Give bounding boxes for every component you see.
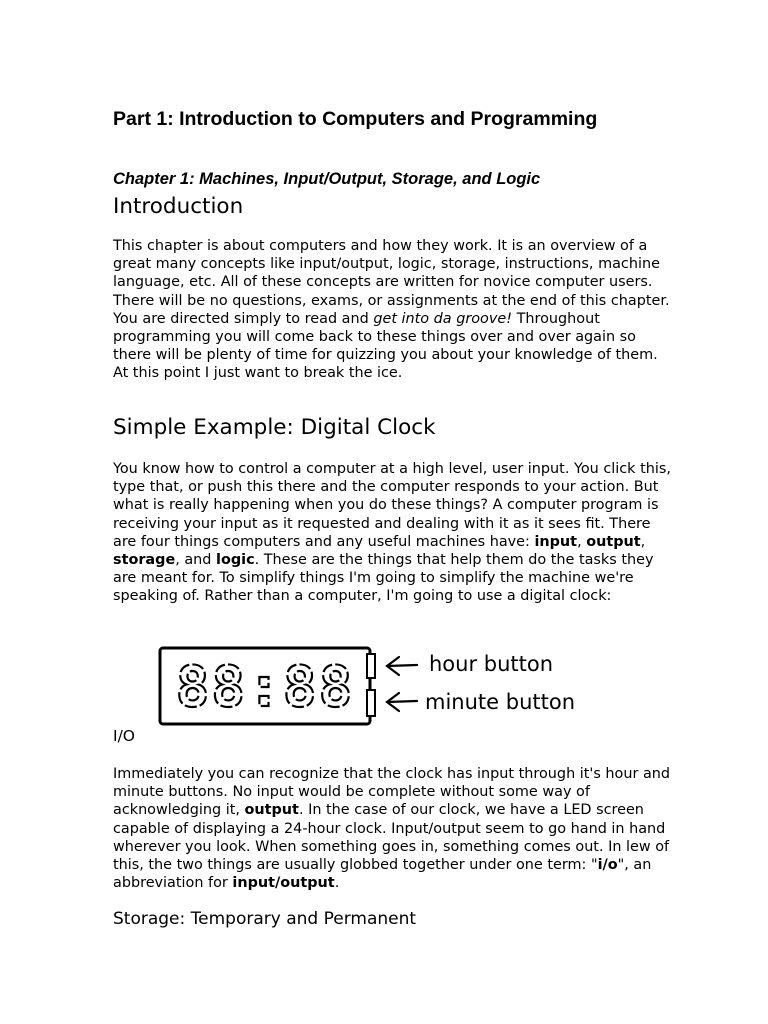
digital-clock-illustration: [155, 640, 625, 728]
io-text-b: . In the case of our clock, we have a LED screen capable of displaying a 24-hour clock. Input/output seem to go hand in hand wherever you look. When something goes in, something comes out. In lew of this, the two things are usually globbed together under one term: ": [113, 802, 670, 874]
digital-clock-heading: Simple Example: Digital Clock: [113, 415, 436, 440]
hour-arrow-icon: [387, 657, 417, 675]
digital-clock-paragraph: [113, 460, 673, 606]
term-output: output: [586, 533, 641, 550]
term-logic: logic: [216, 552, 255, 569]
term-io: i/o: [597, 857, 618, 874]
intro-text-b: Throughout programming you will come back to these things over and over again so there will be plenty of time for quizzing you about your knowledge of them. At this point I just want to break the ice.: [113, 310, 658, 382]
separator: , and: [175, 552, 217, 569]
io-text-c: ", an abbreviation for: [113, 857, 652, 892]
hour-button-label: hour button: [429, 652, 554, 676]
io-text-d: .: [334, 875, 340, 892]
intro-text-a: This chapter is about computers and how they work. It is an overview of a great many concepts like input/output, logic, storage, instructions, machine language, etc. All of these concepts are written for novice computer users. There will be no questions, exams, or assignments at the end of this chapter. You are directed simply to read and: [113, 238, 670, 327]
intro-emphasis: get into da groove!: [373, 310, 512, 327]
clock-text-a: You know how to control a computer at a high level, user input. You click this, type that, or push this there and the computer responds to your action. But what is really happening when you do these things? A computer program is receiving your input as it requested and dealing with it as it sees fit. There are four things computers and any useful machines have:: [113, 461, 671, 550]
separator: ,: [577, 533, 587, 550]
io-heading: I/O: [113, 727, 135, 745]
clock-text-b: . These are the things that help them do the tasks they are meant for. To simplify things I'm going to simplify the machine we're speaking of. Rather than a computer, I'm going to use a digital clock:: [113, 552, 654, 605]
term-input: input: [534, 533, 578, 550]
separator: ,: [640, 533, 646, 550]
term-storage: storage: [113, 552, 176, 569]
term-input-output: input/output: [232, 875, 335, 892]
minute-button: [367, 690, 375, 716]
hour-button: [367, 654, 375, 678]
chapter-title: Chapter 1: Machines, Input/Output, Storage, and Logic: [113, 170, 541, 188]
introduction-paragraph: [113, 237, 673, 383]
part-title: Part 1: Introduction to Computers and Programming: [113, 108, 598, 130]
introduction-heading: Introduction: [113, 194, 244, 219]
storage-heading: Storage: Temporary and Permanent: [113, 909, 417, 929]
io-paragraph: [113, 765, 673, 892]
minute-button-label: minute button: [425, 690, 576, 714]
minute-arrow-icon: [387, 693, 417, 711]
io-text-a: Immediately you can recognize that the clock has input through it's hour and minute buttons. No input would be complete without some way of acknowledging it,: [113, 766, 671, 819]
clock-digits: 88:88: [175, 655, 355, 720]
clock-display: [176, 655, 355, 720]
term-output: output: [244, 802, 299, 819]
